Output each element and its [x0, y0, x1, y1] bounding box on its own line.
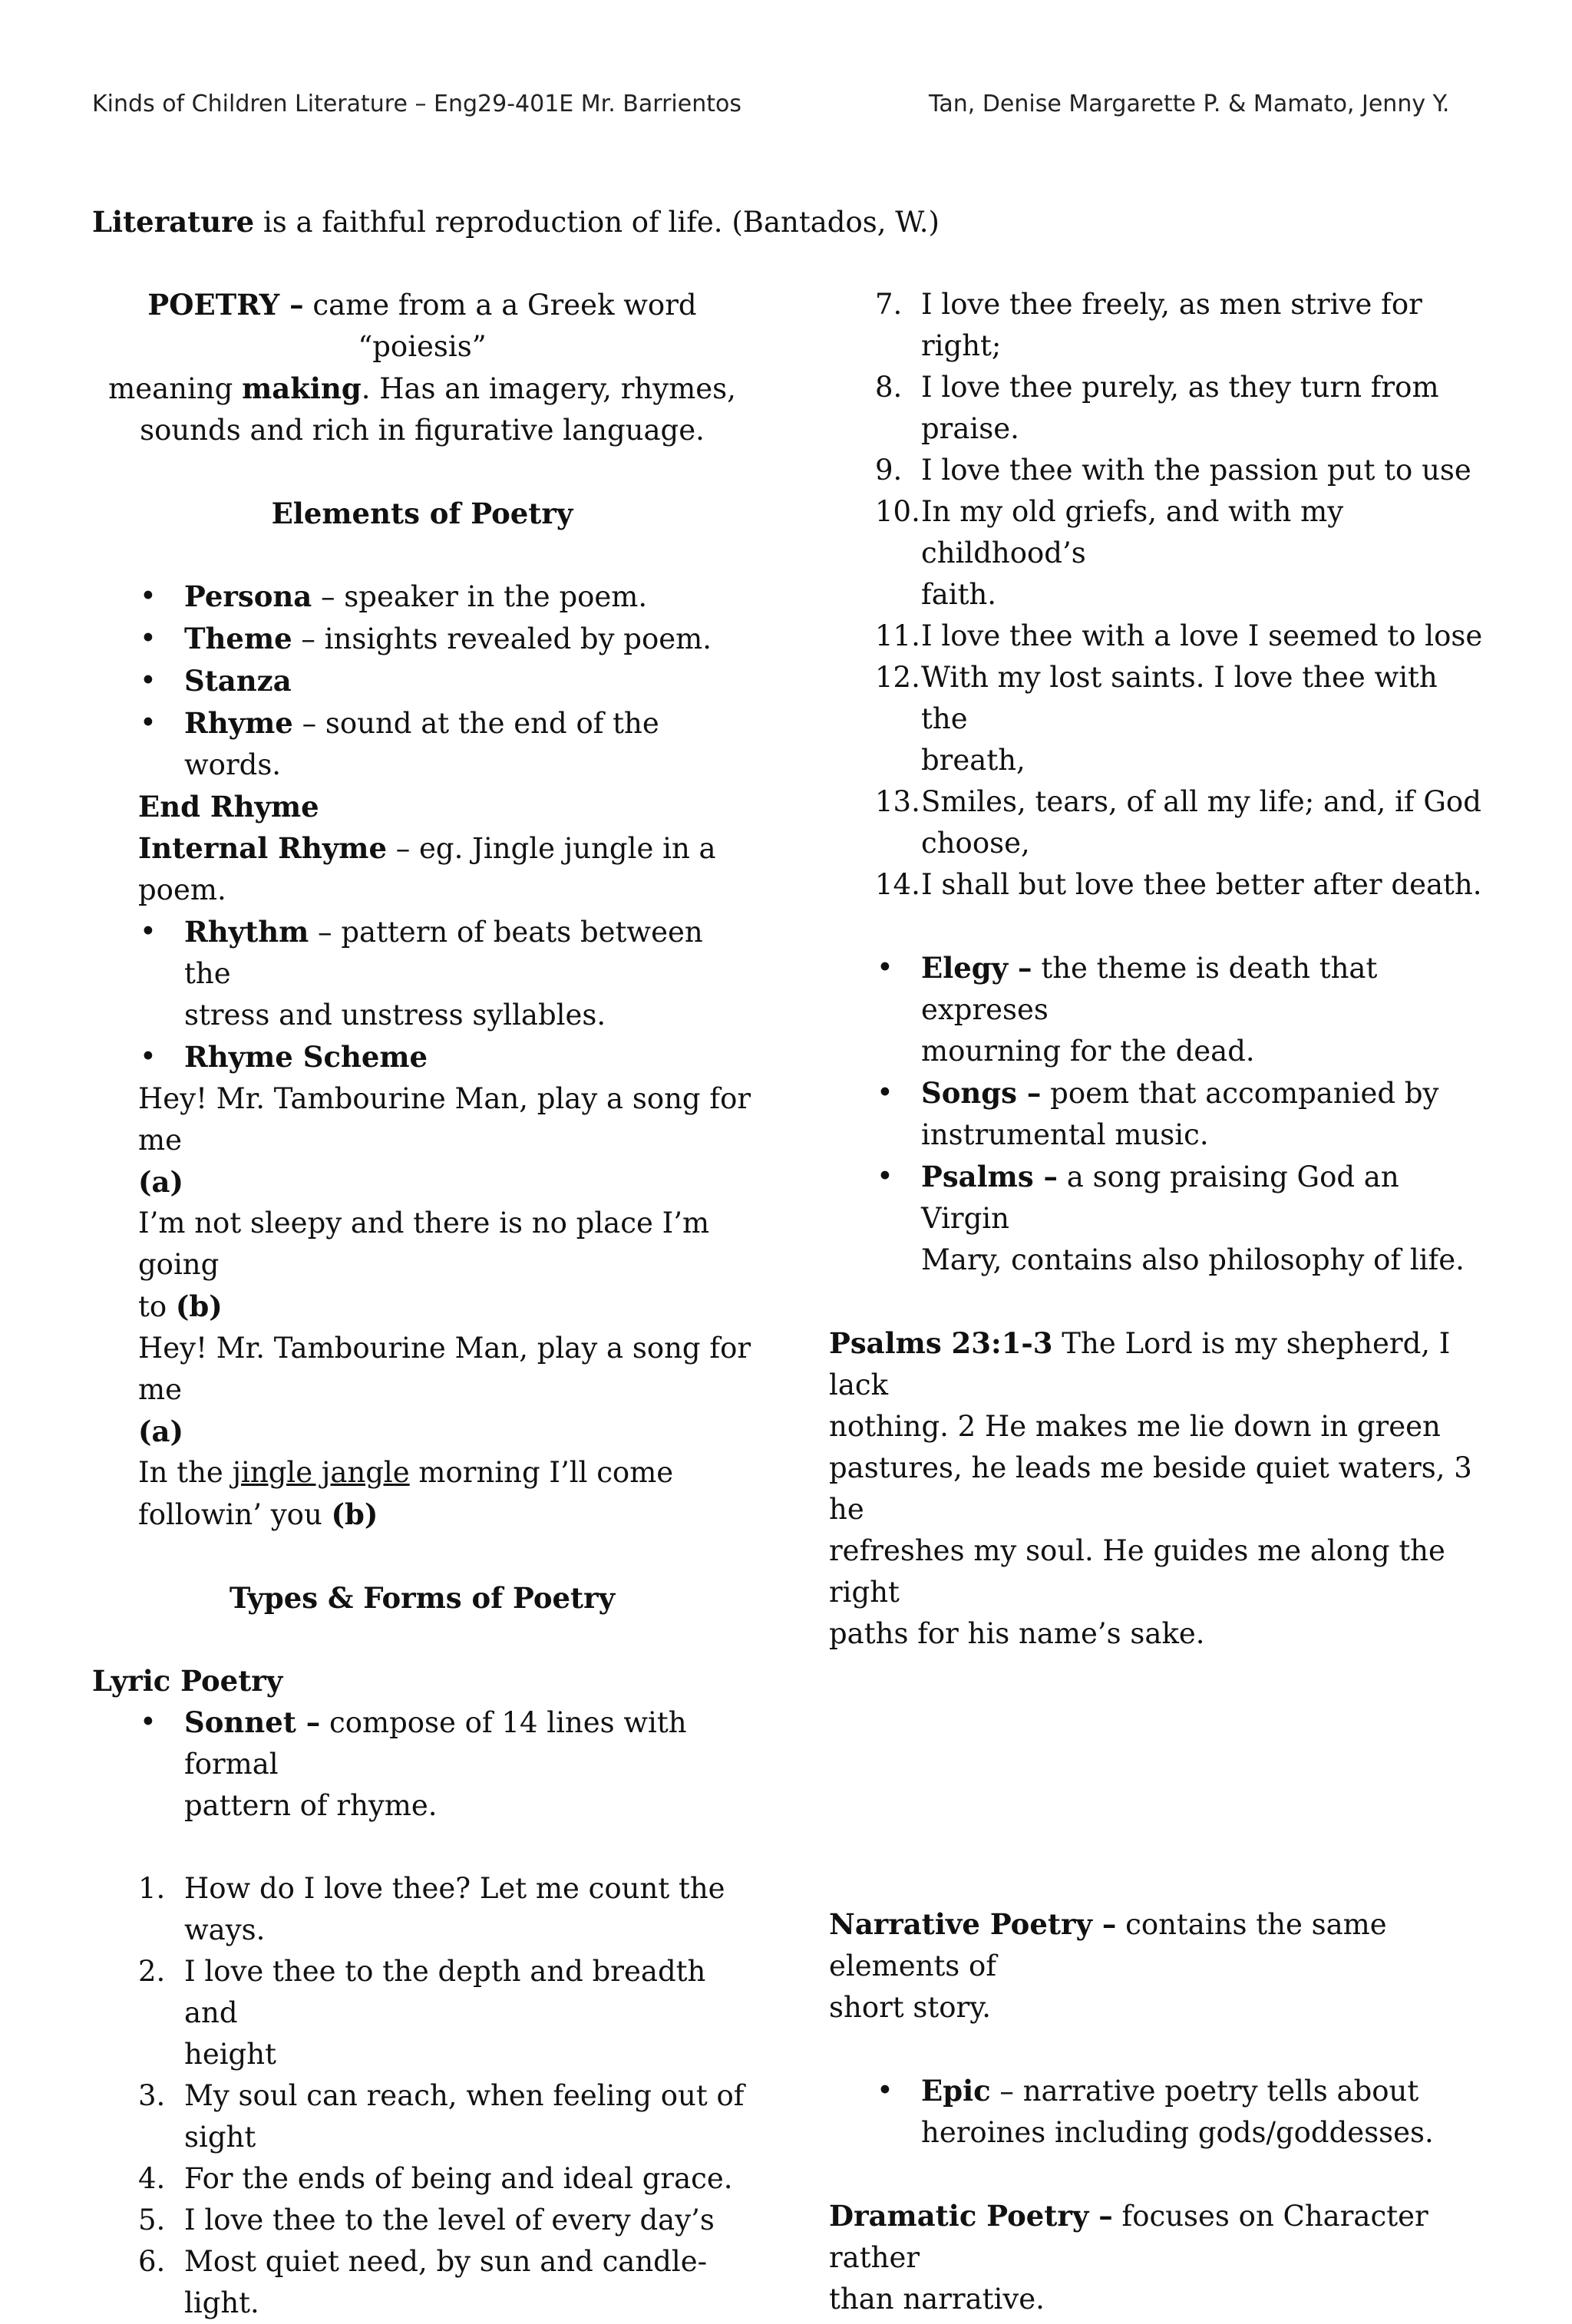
poetry-def-line2c: . Has an imagery, rhymes, — [361, 372, 736, 405]
intro-term: Literature — [92, 205, 255, 239]
sonnet-line-text: How do I love thee? Let me count the — [184, 1872, 725, 1905]
psalm-line-3: pastures, he leads me beside quiet waters, 3 he — [829, 1451, 1472, 1526]
sonnet-desc-1: compose of 14 lines with formal — [184, 1706, 687, 1781]
sonnet-line-text: With my lost saints. I love thee with the — [921, 661, 1438, 735]
sonnet-line — [829, 657, 1489, 781]
lyric-heading: Lyric Poetry — [92, 1664, 283, 1698]
bullet-icon: • — [140, 1040, 157, 1073]
sonnet-line-number: 10. — [875, 495, 920, 528]
sonnet-line-number: 6. — [138, 2245, 166, 2278]
psalm-line-5: paths for his name’s sake. — [829, 1617, 1205, 1650]
bullet-icon: • — [877, 1160, 893, 1193]
poetry-def-making: making — [242, 371, 362, 405]
sonnet-line-wrap: faith. — [921, 578, 997, 611]
list-item-persona — [92, 576, 752, 618]
poetry-def-line1: came from a a Greek word “poiesis” — [303, 289, 697, 363]
rhyme-term: Rhyme — [184, 706, 293, 740]
right-column — [829, 284, 1489, 2320]
internal-rhyme — [92, 827, 752, 911]
dramatic-poetry — [829, 2195, 1489, 2320]
sonnet-line — [92, 1951, 752, 2075]
list-item-songs — [829, 1072, 1489, 1156]
example-tag-1: (a) — [138, 1165, 183, 1199]
sonnet-line-text: I love thee to the depth and breadth and — [184, 1955, 706, 2029]
sonnet-line-number: 7. — [875, 288, 903, 321]
example-line-4c: morning I’ll come — [409, 1456, 674, 1489]
example-line-1: Hey! Mr. Tambourine Man, play a song for me — [138, 1082, 751, 1157]
stanza-term: Stanza — [184, 664, 292, 698]
narrative-desc-2: short story. — [829, 1991, 991, 2024]
sonnet-line-number: 13. — [875, 785, 920, 818]
dramatic-term: Dramatic Poetry – — [829, 2199, 1113, 2233]
sonnet-line-number: 5. — [138, 2204, 166, 2237]
types-heading: Types & Forms of Poetry — [229, 1581, 616, 1615]
sonnet-line-wrap: height — [184, 2038, 276, 2071]
sonnet-line-text: Smiles, tears, of all my life; and, if God — [921, 785, 1481, 818]
list-item-epic — [829, 2070, 1489, 2154]
sonnet-line — [829, 450, 1489, 491]
example-tag-2: (b) — [175, 1289, 223, 1323]
narrative-term: Narrative Poetry – — [829, 1907, 1117, 1941]
sonnet-line-number: 12. — [875, 661, 920, 694]
sonnet-line-wrap: choose, — [921, 827, 1030, 860]
bullet-icon: • — [140, 622, 157, 655]
example-tag-3: (a) — [138, 1415, 183, 1448]
sonnet-line-text: Most quiet need, by sun and candle-light. — [184, 2245, 708, 2319]
sonnet-line — [829, 491, 1489, 616]
example-tag-4: (b) — [331, 1497, 378, 1531]
persona-term: Persona — [184, 579, 312, 613]
sonnet-line — [92, 2200, 752, 2241]
list-item-rhythm — [92, 911, 752, 1036]
epic-desc-1: – narrative poetry tells about — [990, 2075, 1419, 2108]
sonnet-line — [92, 2158, 752, 2200]
elegy-desc-2: mourning for the dead. — [921, 1035, 1255, 1068]
sonnet-line-text: I love thee to the level of every day’s — [184, 2204, 715, 2237]
intro-text: is a faithful reproduction of life. (Bantados, W.) — [254, 206, 940, 239]
example-line-4a: In the — [138, 1456, 233, 1489]
rhyme-scheme-example — [92, 1078, 752, 1536]
poetry-term: POETRY – — [147, 288, 304, 322]
sonnet-line — [829, 284, 1489, 367]
sonnet-list-right — [829, 284, 1489, 906]
sonnet-line-number: 2. — [138, 1955, 166, 1988]
sonnet-line-text: I love thee purely, as they turn from — [921, 371, 1439, 404]
example-line-2b: to — [138, 1290, 176, 1323]
psalms-desc-1: a song praising God an Virgin — [921, 1160, 1399, 1235]
intro-line — [92, 201, 940, 243]
songs-desc-1: poem that accompanied by — [1041, 1077, 1439, 1110]
header-authors: Tan, Denise Margarette P. & Mamato, Jenny Y. — [929, 91, 1450, 117]
bullet-icon: • — [877, 2074, 893, 2107]
poetry-definition — [92, 284, 752, 451]
psalms-term: Psalms – — [921, 1160, 1058, 1193]
sonnet-line — [92, 1868, 752, 1951]
example-line-3: Hey! Mr. Tambourine Man, play a song for me — [138, 1332, 751, 1406]
psalm-ref: Psalms 23:1-3 — [829, 1326, 1053, 1360]
bullet-icon: • — [877, 1076, 893, 1109]
rhythm-desc-1: – pattern of beats between the — [184, 916, 703, 990]
sonnet-term: Sonnet – — [184, 1705, 321, 1739]
example-underlined: jingle jangle — [232, 1456, 410, 1489]
sonnet-line-wrap: sight — [184, 2121, 256, 2154]
sonnet-line — [92, 2075, 752, 2158]
sonnet-line-wrap: ways. — [184, 1913, 266, 1946]
list-item-theme — [92, 618, 752, 660]
sonnet-line-text: I love thee freely, as men strive for right; — [921, 288, 1422, 362]
example-line-4b: followin’ you — [138, 1498, 332, 1531]
sonnet-line — [829, 781, 1489, 864]
rhyme-scheme-term: Rhyme Scheme — [184, 1040, 428, 1074]
elegy-desc-1: the theme is death that expreses — [921, 952, 1378, 1026]
sonnet-line-number: 14. — [875, 868, 920, 901]
bullet-icon: • — [140, 579, 157, 612]
list-item-psalms — [829, 1156, 1489, 1281]
sonnet-line-text: I love thee with a love I seemed to lose — [921, 619, 1483, 652]
elements-heading: Elements of Poetry — [271, 497, 573, 530]
list-item-sonnet — [92, 1702, 752, 1827]
bullet-icon: • — [877, 951, 893, 984]
dramatic-desc-1: focuses on Character rather — [829, 2200, 1428, 2274]
sonnet-line-number: 11. — [875, 619, 920, 652]
bullet-icon: • — [140, 706, 157, 739]
sonnet-line — [829, 864, 1489, 906]
rhyme-desc: – sound at the end of the words. — [184, 707, 659, 781]
rhythm-desc-2: stress and unstress syllables. — [184, 999, 606, 1032]
persona-desc: – speaker in the poem. — [312, 580, 648, 613]
end-rhyme: End Rhyme — [138, 790, 319, 824]
narrative-poetry — [829, 1903, 1489, 2029]
example-line-2: I’m not sleepy and there is no place I’m going — [138, 1207, 710, 1281]
bullet-icon: • — [140, 915, 157, 948]
songs-term: Songs – — [921, 1076, 1042, 1110]
sonnet-line-number: 4. — [138, 2162, 166, 2195]
rhythm-term: Rhythm — [184, 915, 309, 949]
sonnet-line-text: My soul can reach, when feeling out of — [184, 2079, 745, 2112]
songs-desc-2: instrumental music. — [921, 1118, 1209, 1151]
list-item-stanza — [92, 660, 752, 702]
sonnet-line — [92, 2241, 752, 2324]
psalm-quote — [829, 1322, 1489, 1655]
sonnet-line-number: 3. — [138, 2079, 166, 2112]
sonnet-line-wrap: praise. — [921, 412, 1019, 445]
left-column — [92, 284, 752, 2324]
sonnet-list-left — [92, 1868, 752, 2324]
sonnet-line-text: In my old griefs, and with my childhood’s — [921, 495, 1344, 569]
list-item-elegy — [829, 947, 1489, 1072]
sonnet-desc-2: pattern of rhyme. — [184, 1789, 438, 1822]
psalm-line-4: refreshes my soul. He guides me along the right — [829, 1534, 1445, 1609]
sonnet-line-text: I love thee with the passion put to use — [921, 454, 1471, 487]
sonnet-line — [829, 367, 1489, 450]
sonnet-line — [829, 616, 1489, 657]
bullet-icon: • — [140, 1705, 157, 1738]
sonnet-line-number: 1. — [138, 1872, 166, 1905]
poetry-def-line2a: meaning — [108, 372, 243, 405]
dramatic-desc-2: than narrative. — [829, 2283, 1045, 2316]
psalm-line-1: The Lord is my shepherd, I lack — [829, 1327, 1451, 1401]
poetry-def-line3: sounds and rich in figurative language. — [140, 414, 705, 447]
psalm-line-2: nothing. 2 He makes me lie down in green — [829, 1410, 1441, 1443]
theme-desc: – insights revealed by poem. — [292, 622, 712, 655]
epic-term: Epic — [921, 2074, 991, 2108]
header-course: Kinds of Children Literature – Eng29-401E Mr. Barrientos — [92, 91, 741, 117]
elegy-term: Elegy – — [921, 951, 1032, 985]
sonnet-line-number: 9. — [875, 454, 903, 487]
psalms-desc-2: Mary, contains also philosophy of life. — [921, 1243, 1465, 1276]
list-item-rhyme-scheme — [92, 1036, 752, 1078]
sonnet-line-wrap: breath, — [921, 744, 1025, 777]
list-item-rhyme — [92, 702, 752, 786]
sonnet-line-number: 8. — [875, 371, 903, 404]
internal-term: Internal Rhyme — [138, 831, 387, 865]
narrative-desc-1: contains the same elements of — [829, 1908, 1387, 1982]
theme-term: Theme — [184, 622, 292, 655]
internal-desc: – eg. Jingle jungle in a poem. — [138, 832, 716, 906]
sonnet-line-text: I shall but love thee better after death. — [921, 868, 1482, 901]
epic-desc-2: heroines including gods/goddesses. — [921, 2116, 1434, 2149]
sonnet-line-text: For the ends of being and ideal grace. — [184, 2162, 733, 2195]
bullet-icon: • — [140, 664, 157, 697]
